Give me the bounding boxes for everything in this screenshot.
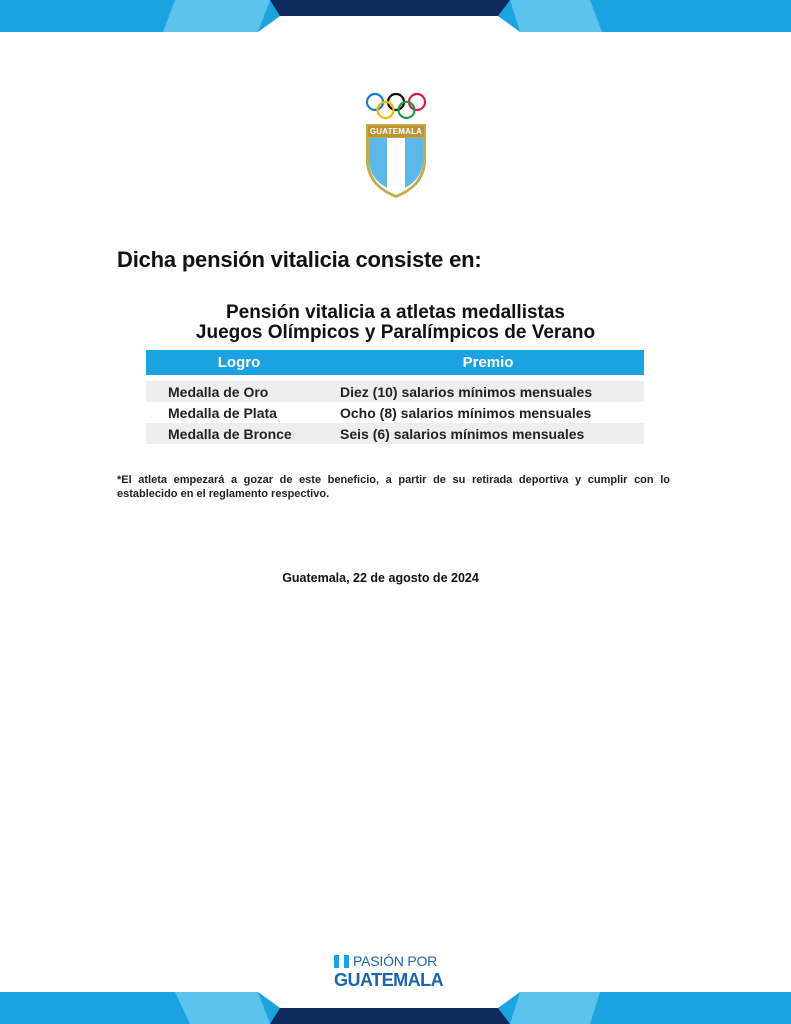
top-decorative-band xyxy=(0,0,791,32)
section-heading: Dicha pensión vitalicia consiste en: xyxy=(117,247,482,272)
pension-table xyxy=(146,350,644,444)
row-logro: Medalla de Bronce xyxy=(146,423,332,444)
header-logro: Logro xyxy=(146,350,332,378)
table-row xyxy=(146,423,644,444)
table-header-row xyxy=(146,350,644,378)
row-logro: Medalla de Plata xyxy=(168,404,277,421)
bottom-decorative-band xyxy=(0,992,791,1024)
pasion-por-guatemala-logo xyxy=(334,953,464,993)
row-premio: Seis (6) salarios mínimos mensuales xyxy=(332,423,644,444)
flag-icon xyxy=(334,955,349,968)
table-row xyxy=(146,378,644,402)
row-logro: Medalla de Oro xyxy=(146,378,332,402)
footnote: *El atleta empezará a gozar de este beneficio, a partir de su retirada deportiva y cumplir con lo establecido en el reglamento respectivo. xyxy=(117,474,670,500)
olympic-committee-emblem xyxy=(360,90,432,202)
olympic-rings-icon xyxy=(367,94,425,118)
row-premio: Diez (10) salarios mínimos mensuales xyxy=(332,378,644,402)
brand-line-2: GUATEMALA xyxy=(334,970,444,990)
table-title-line-1: Pensión vitalicia a atletas medallistas xyxy=(226,302,565,323)
row-premio: Ocho (8) salarios mínimos mensuales xyxy=(340,404,592,421)
table-row xyxy=(146,402,644,423)
emblem-label: GUATEMALA xyxy=(369,127,423,136)
header-premio: Premio xyxy=(332,350,644,378)
table-title xyxy=(0,303,791,343)
brand-line-1: PASIÓN POR xyxy=(353,953,438,969)
table-title-line-2: Juegos Olímpicos y Paralímpicos de Verano xyxy=(195,322,596,343)
document-date: Guatemala, 22 de agosto de 2024 xyxy=(282,571,479,585)
